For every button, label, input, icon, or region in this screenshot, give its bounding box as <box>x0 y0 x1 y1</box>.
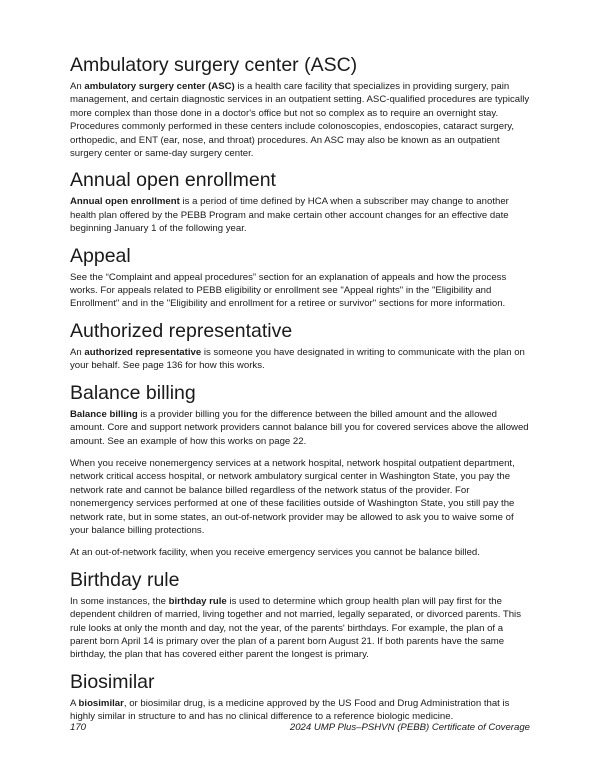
paragraph: An ambulatory surgery center (ASC) is a health care facility that specializes in providing surgery, pain management, and certain diagnostic services in an outpatient setting. ASC-qualified procedures are typically more complex than those done in a doctor's office but not so complex as to require an overnight stay. Procedures commonly performed in these centers include colonoscopies, endoscopies, cataract surgery, orthopedic, and ENT (ear, nose, and throat) procedures. An ASC may also be known as an outpatient surgery center or same-day surgery center. <box>70 81 530 160</box>
paragraph: At an out-of-network facility, when you receive emergency services you cannot be balance billed. <box>70 547 480 559</box>
page-footer <box>70 722 530 733</box>
section-heading: Birthday rule <box>70 568 180 591</box>
section-heading: Biosimilar <box>70 670 155 693</box>
section-ambulatory-surgery-center <box>70 54 530 160</box>
paragraph: An authorized representative is someone you have designated in writing to communicate with the plan on your behalf. See page 136 for how this works. <box>70 346 525 372</box>
paragraph: When you receive nonemergency services at a network hospital, network hospital outpatient department, network critical access hospital, or network ambulatory surgical center in Washington State, you pay the network rate and cannot be balance billed regardless of the network status of the provider. For nonemergency services performed at one of these facilities outside of Washington State, you still pay the network rate, but in some states, an out-of-network provider may be allowed to ask you to waive some of your balance billing protections. <box>70 457 515 536</box>
defined-term: Annual open enrollment <box>70 196 180 208</box>
section-appeal <box>70 245 530 311</box>
defined-term: ambulatory surgery center (ASC) <box>84 81 235 92</box>
paragraph: Annual open enrollment is a period of time defined by HCA when a subscriber may change to another health plan offered by the PEBB Program and make certain other account changes for an effective date beginning January 1 of the following year. <box>70 196 509 235</box>
paragraph: A biosimilar, or biosimilar drug, is a medicine approved by the US Food and Drug Administration that is highly similar in structure to and has no clinical difference to a reference biologic medicine. <box>70 697 510 723</box>
section-heading: Appeal <box>70 244 131 267</box>
defined-term: birthday rule <box>168 595 227 607</box>
section-heading: Annual open enrollment <box>70 169 276 192</box>
section-biosimilar <box>70 671 530 724</box>
paragraph: See the “Complaint and appeal procedures” section for an explanation of appeals and how the process works. For appeals related to PEBB eligibility or enrollment see "Appeal rights" in the "Eligibility and Enrollment" and in the "Eligibility and enrollment for a retiree or survivor" sections for more information. <box>70 271 507 310</box>
paragraph: In some instances, the birthday rule is used to determine which group health plan will pay first for the dependent children of married, living together and not married, legally separated, or divorced parents. This rule looks at only the month and day, not the year, of the parents' birthdays. For example, the plan of a parent born April 14 is primary over the plan of a parent born August 21. If both parents have the same birthday, the plan that has covered either parent the longest is primary. <box>70 595 521 661</box>
section-annual-open-enrollment <box>70 169 530 235</box>
section-heading: Authorized representative <box>70 319 293 342</box>
defined-term: biosimilar <box>78 697 124 709</box>
defined-term: Balance billing <box>70 408 138 420</box>
page-number: 170 <box>70 722 87 733</box>
paragraph: Balance billing is a provider billing you for the difference between the billed amount and the allowed amount. Core and support network providers cannot balance bill you for covered services above the allowed amount. See an example of how this works on page 22. <box>70 408 529 447</box>
section-balance-billing <box>70 382 530 560</box>
section-heading: Balance billing <box>70 381 196 404</box>
section-birthday-rule <box>70 569 530 662</box>
section-heading: Ambulatory surgery center (ASC) <box>70 54 358 76</box>
defined-term: authorized representative <box>84 346 202 358</box>
document-body <box>70 54 530 733</box>
section-authorized-representative <box>70 320 530 373</box>
document-title: 2024 UMP Plus–PSHVN (PEBB) Certificate of Coverage <box>289 722 530 733</box>
